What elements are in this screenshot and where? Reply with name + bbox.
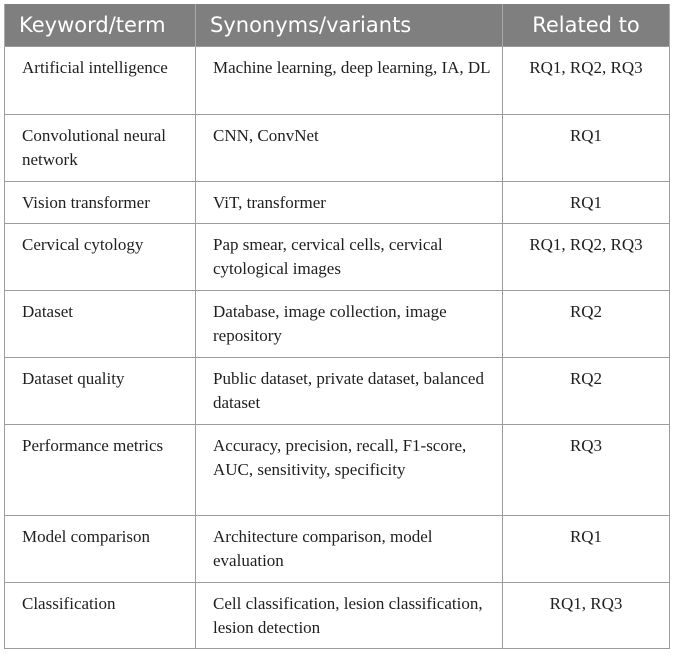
cell-related: RQ1, RQ2, RQ3 bbox=[503, 224, 670, 291]
cell-related: RQ3 bbox=[503, 425, 670, 516]
table-header-row bbox=[5, 4, 670, 47]
table-row bbox=[5, 516, 670, 583]
cell-related: RQ1 bbox=[503, 516, 670, 583]
table-row bbox=[5, 47, 670, 115]
header-synonyms: Synonyms/variants bbox=[196, 4, 503, 47]
keyword-table-container bbox=[4, 4, 669, 649]
cell-synonyms: Pap smear, cervical cells, cervical cytological images bbox=[196, 224, 503, 291]
cell-related: RQ1, RQ2, RQ3 bbox=[503, 47, 670, 115]
cell-term: Dataset bbox=[5, 291, 196, 358]
cell-term: Vision transformer bbox=[5, 182, 196, 224]
cell-synonyms: Database, image collection, image repository bbox=[196, 291, 503, 358]
cell-synonyms: Cell classification, lesion classification, lesion detection bbox=[196, 583, 503, 649]
cell-synonyms: ViT, transformer bbox=[196, 182, 503, 224]
table-row bbox=[5, 115, 670, 182]
cell-synonyms: Architecture comparison, model evaluation bbox=[196, 516, 503, 583]
cell-term: Dataset quality bbox=[5, 358, 196, 425]
cell-related: RQ1 bbox=[503, 115, 670, 182]
table-row bbox=[5, 182, 670, 224]
table-row bbox=[5, 425, 670, 516]
table-row bbox=[5, 224, 670, 291]
cell-synonyms: Public dataset, private dataset, balanced dataset bbox=[196, 358, 503, 425]
cell-related: RQ1, RQ3 bbox=[503, 583, 670, 649]
header-keyword: Keyword/term bbox=[5, 4, 196, 47]
table-row bbox=[5, 358, 670, 425]
cell-synonyms: Machine learning, deep learning, IA, DL bbox=[196, 47, 503, 115]
cell-related: RQ2 bbox=[503, 358, 670, 425]
cell-term: Cervical cytology bbox=[5, 224, 196, 291]
cell-term: Performance metrics bbox=[5, 425, 196, 516]
cell-related: RQ2 bbox=[503, 291, 670, 358]
table-row bbox=[5, 291, 670, 358]
cell-related: RQ1 bbox=[503, 182, 670, 224]
cell-term: Model comparison bbox=[5, 516, 196, 583]
cell-synonyms: Accuracy, precision, recall, F1-score, AUC, sensitivity, specificity bbox=[196, 425, 503, 516]
cell-term: Artificial intelligence bbox=[5, 47, 196, 115]
cell-synonyms: CNN, ConvNet bbox=[196, 115, 503, 182]
cell-term: Classification bbox=[5, 583, 196, 649]
header-related: Related to bbox=[503, 4, 670, 47]
cell-term: Convolutional neural network bbox=[5, 115, 196, 182]
table-row bbox=[5, 583, 670, 649]
keyword-table bbox=[4, 4, 670, 649]
